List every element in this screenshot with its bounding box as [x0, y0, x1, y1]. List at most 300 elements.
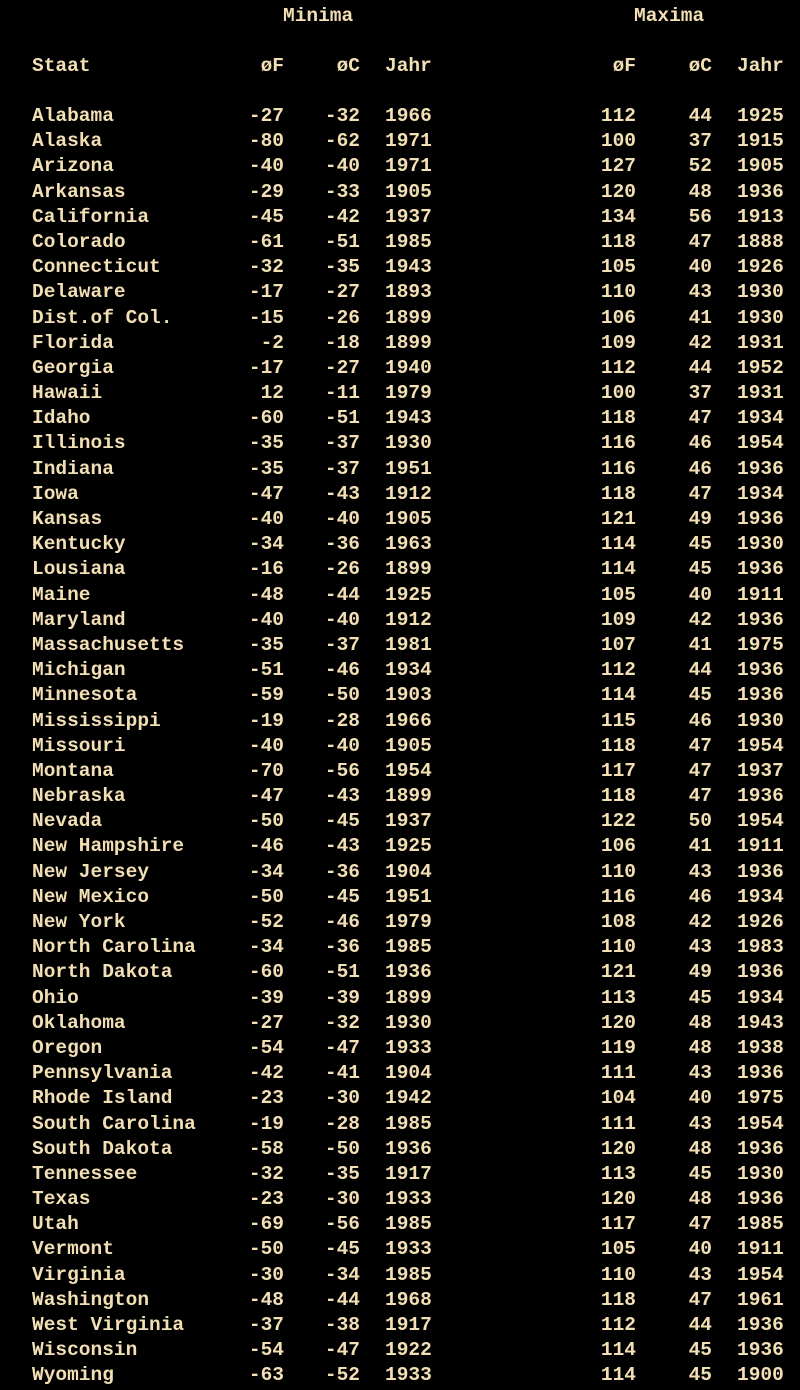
- max-f-cell: 113: [600, 1162, 636, 1185]
- state-cell: Mississippi: [32, 709, 161, 732]
- max-year-cell: 1954: [737, 810, 784, 833]
- min-f-cell: -16: [248, 558, 284, 581]
- table-row: [0, 1036, 800, 1061]
- max-c-cell: 48: [688, 1011, 712, 1034]
- max-year-cell: 1936: [737, 684, 784, 707]
- min-c-cell: -62: [324, 130, 360, 153]
- max-year-cell: 1934: [737, 885, 784, 908]
- min-year-cell: 1940: [385, 356, 432, 379]
- max-f-cell: 112: [600, 1314, 636, 1336]
- table-row: [0, 608, 800, 633]
- min-c-cell: -32: [324, 105, 360, 127]
- min-f-cell: -59: [248, 684, 284, 707]
- max-c-cell: 41: [688, 633, 712, 656]
- min-f-cell: -17: [248, 356, 284, 379]
- max-year-cell: 1931: [737, 382, 784, 405]
- max-f-cell: 114: [600, 558, 636, 581]
- state-cell: Hawaii: [32, 382, 103, 405]
- min-year-cell: 1899: [385, 785, 432, 808]
- min-c-cell: -40: [324, 155, 360, 178]
- min-f-cell: -60: [248, 407, 284, 430]
- max-c-cell: 40: [688, 1087, 712, 1110]
- min-c-cell: -56: [324, 1213, 360, 1236]
- column-header-max-year: Jahr: [737, 55, 784, 77]
- min-f-cell: -50: [248, 885, 284, 908]
- min-c-cell: -34: [324, 1263, 360, 1286]
- table-row: [0, 129, 800, 154]
- table-row: [0, 986, 800, 1011]
- max-f-cell: 121: [600, 508, 636, 530]
- table-row: [0, 1288, 800, 1313]
- min-c-cell: -47: [324, 1036, 360, 1059]
- table-row: [0, 1313, 800, 1338]
- state-cell: North Carolina: [32, 936, 196, 959]
- state-cell: North Dakota: [32, 961, 173, 984]
- state-cell: Minnesota: [32, 684, 138, 707]
- max-c-cell: 42: [688, 331, 712, 354]
- max-f-cell: 106: [600, 306, 636, 329]
- max-year-cell: 1936: [737, 785, 784, 808]
- table-row: [0, 1187, 800, 1212]
- max-c-cell: 43: [688, 1112, 712, 1135]
- max-year-cell: 1936: [737, 1188, 784, 1211]
- min-c-cell: -44: [324, 1288, 360, 1311]
- state-cell: Missouri: [32, 734, 126, 757]
- column-header-min-c: øC: [336, 55, 360, 77]
- max-f-cell: 117: [600, 759, 636, 782]
- min-year-cell: 1905: [385, 180, 432, 203]
- min-f-cell: -19: [248, 1112, 284, 1135]
- table-row: [0, 935, 800, 960]
- max-year-cell: 1930: [737, 281, 784, 304]
- table-row: [0, 507, 800, 532]
- min-year-cell: 1930: [385, 1011, 432, 1034]
- min-c-cell: -37: [324, 457, 360, 480]
- max-c-cell: 45: [688, 1162, 712, 1185]
- min-f-cell: -80: [248, 130, 284, 153]
- max-c-cell: 48: [688, 180, 712, 203]
- table-body: [0, 104, 800, 1389]
- table-row: [0, 658, 800, 683]
- min-year-cell: 1985: [385, 230, 432, 253]
- min-c-cell: -26: [324, 306, 360, 329]
- min-f-cell: -58: [248, 1137, 284, 1160]
- min-c-cell: -51: [324, 407, 360, 430]
- min-f-cell: -35: [248, 432, 284, 455]
- max-year-cell: 1936: [737, 508, 784, 530]
- max-c-cell: 48: [688, 1036, 712, 1059]
- state-cell: New Hampshire: [32, 835, 185, 858]
- max-c-cell: 46: [688, 709, 712, 732]
- min-year-cell: 1930: [385, 432, 432, 455]
- max-f-cell: 119: [600, 1036, 636, 1059]
- max-f-cell: 118: [600, 734, 636, 757]
- state-cell: Montana: [32, 759, 114, 782]
- min-f-cell: -52: [248, 911, 284, 933]
- state-cell: New York: [32, 911, 126, 933]
- min-c-cell: -44: [324, 583, 360, 606]
- max-f-cell: 107: [600, 633, 636, 656]
- max-c-cell: 44: [688, 1314, 712, 1336]
- min-f-cell: -35: [248, 633, 284, 656]
- state-cell: Indiana: [32, 457, 114, 480]
- min-year-cell: 1963: [385, 533, 432, 556]
- state-cell: Washington: [32, 1288, 150, 1311]
- max-c-cell: 47: [688, 734, 712, 757]
- state-cell: Arizona: [32, 155, 114, 178]
- max-year-cell: 1926: [737, 911, 784, 933]
- table-row: [0, 784, 800, 809]
- min-c-cell: -51: [324, 230, 360, 253]
- max-year-cell: 1930: [737, 306, 784, 329]
- state-cell: Maine: [32, 583, 91, 606]
- min-f-cell: -23: [248, 1087, 284, 1110]
- max-f-cell: 105: [600, 583, 636, 606]
- state-cell: Maryland: [32, 608, 126, 631]
- max-year-cell: 1954: [737, 1263, 784, 1286]
- table-row: [0, 457, 800, 482]
- max-year-cell: 1936: [737, 1314, 784, 1336]
- max-year-cell: 1925: [737, 105, 784, 127]
- min-year-cell: 1971: [385, 130, 432, 153]
- table-row: [0, 1212, 800, 1237]
- state-cell: Texas: [32, 1188, 91, 1211]
- min-year-cell: 1925: [385, 835, 432, 858]
- table-row: [0, 180, 800, 205]
- max-f-cell: 114: [600, 1339, 636, 1362]
- max-f-cell: 112: [600, 659, 636, 682]
- state-cell: Virginia: [32, 1263, 126, 1286]
- state-cell: Wisconsin: [32, 1339, 138, 1362]
- max-year-cell: 1961: [737, 1288, 784, 1311]
- max-c-cell: 49: [688, 508, 712, 530]
- max-year-cell: 1888: [737, 230, 784, 253]
- max-f-cell: 112: [600, 105, 636, 127]
- min-c-cell: -38: [324, 1314, 360, 1336]
- min-c-cell: -27: [324, 356, 360, 379]
- min-f-cell: -47: [248, 482, 284, 505]
- min-year-cell: 1943: [385, 407, 432, 430]
- max-c-cell: 45: [688, 986, 712, 1009]
- max-year-cell: 1911: [737, 583, 784, 606]
- max-f-cell: 115: [600, 709, 636, 732]
- min-c-cell: -35: [324, 1162, 360, 1185]
- max-f-cell: 118: [600, 230, 636, 253]
- min-year-cell: 1933: [385, 1036, 432, 1059]
- min-c-cell: -41: [324, 1062, 360, 1085]
- min-f-cell: -46: [248, 835, 284, 858]
- max-year-cell: 1954: [737, 432, 784, 455]
- max-c-cell: 45: [688, 1339, 712, 1362]
- table-row: [0, 306, 800, 331]
- table-row: [0, 1237, 800, 1262]
- min-c-cell: -33: [324, 180, 360, 203]
- table-row: [0, 381, 800, 406]
- min-f-cell: -27: [248, 105, 284, 127]
- min-c-cell: -35: [324, 256, 360, 279]
- table-row: [0, 482, 800, 507]
- max-f-cell: 109: [600, 331, 636, 354]
- max-c-cell: 37: [688, 382, 712, 405]
- max-c-cell: 42: [688, 911, 712, 933]
- min-f-cell: -27: [248, 1011, 284, 1034]
- max-year-cell: 1938: [737, 1036, 784, 1059]
- max-year-cell: 1913: [737, 205, 784, 228]
- min-f-cell: -60: [248, 961, 284, 984]
- min-c-cell: -27: [324, 281, 360, 304]
- max-year-cell: 1936: [737, 860, 784, 883]
- table-row: [0, 1162, 800, 1187]
- max-year-cell: 1952: [737, 356, 784, 379]
- min-c-cell: -37: [324, 432, 360, 455]
- min-c-cell: -45: [324, 1238, 360, 1261]
- max-c-cell: 47: [688, 407, 712, 430]
- min-year-cell: 1905: [385, 734, 432, 757]
- state-cell: Dist.of Col.: [32, 306, 173, 329]
- table-row: [0, 1263, 800, 1288]
- state-cell: Alabama: [32, 105, 114, 127]
- max-year-cell: 1930: [737, 709, 784, 732]
- max-c-cell: 40: [688, 256, 712, 279]
- min-c-cell: -43: [324, 835, 360, 858]
- min-year-cell: 1936: [385, 961, 432, 984]
- min-f-cell: -54: [248, 1036, 284, 1059]
- column-header-max-f: øF: [612, 55, 636, 77]
- min-c-cell: -28: [324, 709, 360, 732]
- max-year-cell: 1936: [737, 558, 784, 581]
- min-c-cell: -43: [324, 482, 360, 505]
- max-f-cell: 118: [600, 482, 636, 505]
- min-year-cell: 1917: [385, 1162, 432, 1185]
- max-f-cell: 100: [600, 130, 636, 153]
- min-f-cell: -37: [248, 1314, 284, 1336]
- max-c-cell: 43: [688, 860, 712, 883]
- min-c-cell: -11: [324, 382, 360, 405]
- min-year-cell: 1904: [385, 1062, 432, 1085]
- state-cell: New Jersey: [32, 860, 150, 883]
- max-c-cell: 44: [688, 659, 712, 682]
- min-c-cell: -45: [324, 810, 360, 833]
- min-f-cell: -35: [248, 457, 284, 480]
- max-c-cell: 37: [688, 130, 712, 153]
- state-cell: Alaska: [32, 130, 103, 153]
- table-row: [0, 154, 800, 179]
- state-cell: Florida: [32, 331, 114, 354]
- min-c-cell: -26: [324, 558, 360, 581]
- min-f-cell: -29: [248, 180, 284, 203]
- max-f-cell: 106: [600, 835, 636, 858]
- min-f-cell: -51: [248, 659, 284, 682]
- min-f-cell: -30: [248, 1263, 284, 1286]
- max-year-cell: 1936: [737, 659, 784, 682]
- max-c-cell: 47: [688, 759, 712, 782]
- min-f-cell: -15: [248, 306, 284, 329]
- min-year-cell: 1943: [385, 256, 432, 279]
- min-year-cell: 1937: [385, 810, 432, 833]
- max-c-cell: 45: [688, 558, 712, 581]
- max-year-cell: 1934: [737, 407, 784, 430]
- min-f-cell: 12: [260, 382, 284, 405]
- max-c-cell: 48: [688, 1137, 712, 1160]
- max-f-cell: 110: [600, 281, 636, 304]
- min-c-cell: -50: [324, 684, 360, 707]
- column-header-min-f: øF: [260, 55, 284, 77]
- max-f-cell: 122: [600, 810, 636, 833]
- max-f-cell: 110: [600, 936, 636, 959]
- max-year-cell: 1915: [737, 130, 784, 153]
- max-year-cell: 1985: [737, 1213, 784, 1236]
- state-cell: Iowa: [32, 482, 79, 505]
- max-f-cell: 118: [600, 407, 636, 430]
- table-row: [0, 431, 800, 456]
- min-year-cell: 1942: [385, 1087, 432, 1110]
- min-f-cell: -54: [248, 1339, 284, 1362]
- state-cell: Colorado: [32, 230, 126, 253]
- max-year-cell: 1954: [737, 1112, 784, 1135]
- max-year-cell: 1936: [737, 1137, 784, 1160]
- max-c-cell: 47: [688, 1213, 712, 1236]
- state-cell: Nevada: [32, 810, 103, 833]
- max-f-cell: 114: [600, 1364, 636, 1387]
- max-c-cell: 47: [688, 482, 712, 505]
- state-cell: Massachusetts: [32, 633, 185, 656]
- min-f-cell: -34: [248, 860, 284, 883]
- min-c-cell: -40: [324, 734, 360, 757]
- table-row: [0, 255, 800, 280]
- min-year-cell: 1899: [385, 306, 432, 329]
- max-c-cell: 46: [688, 457, 712, 480]
- min-c-cell: -36: [324, 936, 360, 959]
- state-cell: New Mexico: [32, 885, 150, 908]
- max-year-cell: 1975: [737, 1087, 784, 1110]
- max-f-cell: 116: [600, 457, 636, 480]
- min-f-cell: -40: [248, 734, 284, 757]
- min-year-cell: 1905: [385, 508, 432, 530]
- min-f-cell: -34: [248, 936, 284, 959]
- min-c-cell: -43: [324, 785, 360, 808]
- state-cell: Pennsylvania: [32, 1062, 173, 1085]
- max-f-cell: 113: [600, 986, 636, 1009]
- min-year-cell: 1979: [385, 911, 432, 933]
- table-row: [0, 1086, 800, 1111]
- max-f-cell: 118: [600, 785, 636, 808]
- max-f-cell: 120: [600, 1011, 636, 1034]
- min-year-cell: 1968: [385, 1288, 432, 1311]
- max-year-cell: 1911: [737, 835, 784, 858]
- min-f-cell: -40: [248, 608, 284, 631]
- min-c-cell: -28: [324, 1112, 360, 1135]
- max-c-cell: 46: [688, 885, 712, 908]
- min-c-cell: -46: [324, 911, 360, 933]
- max-year-cell: 1905: [737, 155, 784, 178]
- max-f-cell: 117: [600, 1213, 636, 1236]
- min-year-cell: 1917: [385, 1314, 432, 1336]
- state-cell: Rhode Island: [32, 1087, 173, 1110]
- max-f-cell: 104: [600, 1087, 636, 1110]
- max-f-cell: 116: [600, 432, 636, 455]
- max-c-cell: 45: [688, 533, 712, 556]
- max-c-cell: 48: [688, 1188, 712, 1211]
- max-c-cell: 50: [688, 810, 712, 833]
- min-f-cell: -50: [248, 1238, 284, 1261]
- min-c-cell: -47: [324, 1339, 360, 1362]
- state-cell: Utah: [32, 1213, 79, 1236]
- state-cell: South Carolina: [32, 1112, 196, 1135]
- max-c-cell: 47: [688, 1288, 712, 1311]
- table-row: [0, 960, 800, 985]
- min-f-cell: -69: [248, 1213, 284, 1236]
- max-c-cell: 43: [688, 1263, 712, 1286]
- min-year-cell: 1912: [385, 608, 432, 631]
- max-f-cell: 110: [600, 1263, 636, 1286]
- min-year-cell: 1904: [385, 860, 432, 883]
- max-f-cell: 120: [600, 1188, 636, 1211]
- column-header-max-c: øC: [688, 55, 712, 77]
- min-f-cell: -17: [248, 281, 284, 304]
- max-c-cell: 42: [688, 608, 712, 631]
- min-f-cell: -23: [248, 1188, 284, 1211]
- min-c-cell: -51: [324, 961, 360, 984]
- min-c-cell: -56: [324, 759, 360, 782]
- column-header-state: Staat: [32, 55, 91, 77]
- min-c-cell: -42: [324, 205, 360, 228]
- table-row: [0, 633, 800, 658]
- min-c-cell: -36: [324, 533, 360, 556]
- min-year-cell: 1966: [385, 105, 432, 127]
- max-f-cell: 114: [600, 533, 636, 556]
- min-c-cell: -52: [324, 1364, 360, 1387]
- max-year-cell: 1937: [737, 759, 784, 782]
- max-f-cell: 100: [600, 382, 636, 405]
- table-row: [0, 406, 800, 431]
- table-row: [0, 104, 800, 129]
- min-year-cell: 1899: [385, 986, 432, 1009]
- table-row: [0, 280, 800, 305]
- max-f-cell: 105: [600, 256, 636, 279]
- min-year-cell: 1951: [385, 457, 432, 480]
- min-f-cell: -34: [248, 533, 284, 556]
- min-c-cell: -40: [324, 508, 360, 530]
- state-cell: Arkansas: [32, 180, 126, 203]
- table-row: [0, 1338, 800, 1363]
- state-cell: Delaware: [32, 281, 126, 304]
- max-year-cell: 1936: [737, 1339, 784, 1362]
- max-f-cell: 112: [600, 356, 636, 379]
- max-f-cell: 121: [600, 961, 636, 984]
- min-year-cell: 1893: [385, 281, 432, 304]
- state-cell: California: [32, 205, 150, 228]
- min-year-cell: 1912: [385, 482, 432, 505]
- max-year-cell: 1934: [737, 986, 784, 1009]
- max-c-cell: 40: [688, 1238, 712, 1261]
- max-c-cell: 43: [688, 281, 712, 304]
- min-c-cell: -39: [324, 986, 360, 1009]
- max-f-cell: 120: [600, 1137, 636, 1160]
- max-f-cell: 127: [600, 155, 636, 178]
- max-year-cell: 1936: [737, 180, 784, 203]
- min-f-cell: -48: [248, 1288, 284, 1311]
- min-c-cell: -30: [324, 1087, 360, 1110]
- table-row: [0, 1112, 800, 1137]
- table-row: [0, 734, 800, 759]
- table-row: [0, 205, 800, 230]
- state-cell: Illinois: [32, 432, 126, 455]
- max-year-cell: 1931: [737, 331, 784, 354]
- max-c-cell: 41: [688, 306, 712, 329]
- min-f-cell: -42: [248, 1062, 284, 1085]
- max-f-cell: 109: [600, 608, 636, 631]
- min-c-cell: -45: [324, 885, 360, 908]
